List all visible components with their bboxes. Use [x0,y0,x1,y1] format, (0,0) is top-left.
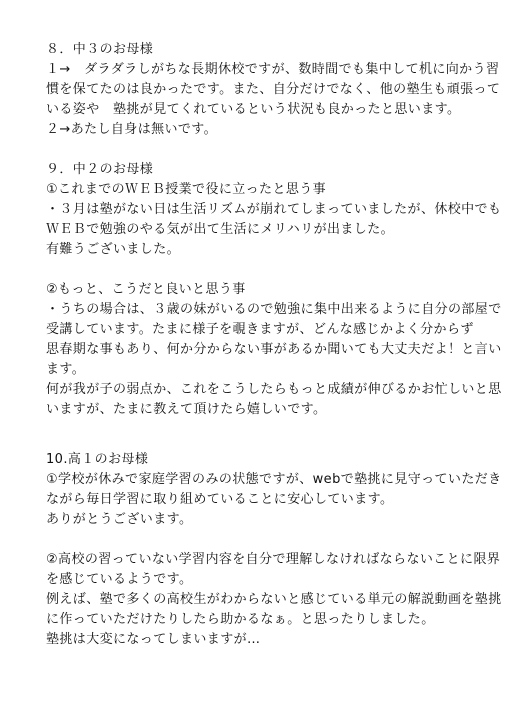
text-line: ありがとうございます。 [46,512,193,527]
text-line: 何が我が子の弱点か、これをこうしたらもっと成績が伸びるかお忙しいと思 [46,382,502,397]
text-line: 思春期な事もあり、何か分からない事があるか聞いても大丈夫だよ！と言い [46,342,502,357]
text-line: 塾挑は大変になってしまいますが… [46,632,261,647]
text-line: を感じているようです。 [46,572,193,587]
section-8-heading: ８．中３のお母様 [46,42,154,57]
text-line: いますが、たまに教えて頂けたら嬉しいです。 [46,402,327,417]
text-line: 有難うございました。 [46,242,181,257]
text-line: いる姿や 塾挑が見てくれているという状況も良かったと思います。 [46,102,461,117]
text-line: １→ ダラダラしがちな長期休校ですが、数時間でも集中して机に向かう習 [46,62,500,77]
text-line: 受講しています。たまに様子を覗きますが、どんな感じかよく分からず [46,322,474,337]
text-line: 例えば、塾で多くの高校生がわからないと感じている単元の解説動画を塾挑 [46,592,502,607]
text-line: ①これまでのＷＥＢ授業で役に立ったと思う事 [46,182,327,197]
text-line: ・うちの場合は、３歳の妹がいるので勉強に集中出来るように自分の部屋で [46,302,502,317]
text-line: に作っていただけたりしたら助かるなぁ。と思ったりしました。 [46,612,435,627]
text-line: 慣を保てたのは良かったです。また、自分だけでなく、他の塾生も頑張って [46,82,501,97]
text-line: ２→あたし自身は無いです。 [46,122,218,137]
section-10-heading: 10.高１のお母様 [46,452,149,467]
text-line: ②もっと、こうだと良いと思う事 [46,282,246,297]
text-line: ながら毎日学習に取り組めていることに安心しています。 [46,492,394,507]
text-line: ＷＥＢで勉強のやる気が出て生活にメリハリが出ました。 [46,222,395,237]
text-line: ・３月は塾がない日は生活リズムが崩れてしまっていましたが、休校中でも [46,202,502,217]
text-line: ①学校が休みで家庭学習のみの状態ですが、webで塾挑に見守っていただき [46,472,502,487]
section-9-heading: ９．中２のお母様 [46,162,154,177]
text-line: ②高校の習っていない学習内容を自分で理解しなければならないことに限界 [46,552,501,567]
text-line: ます。 [46,362,86,377]
